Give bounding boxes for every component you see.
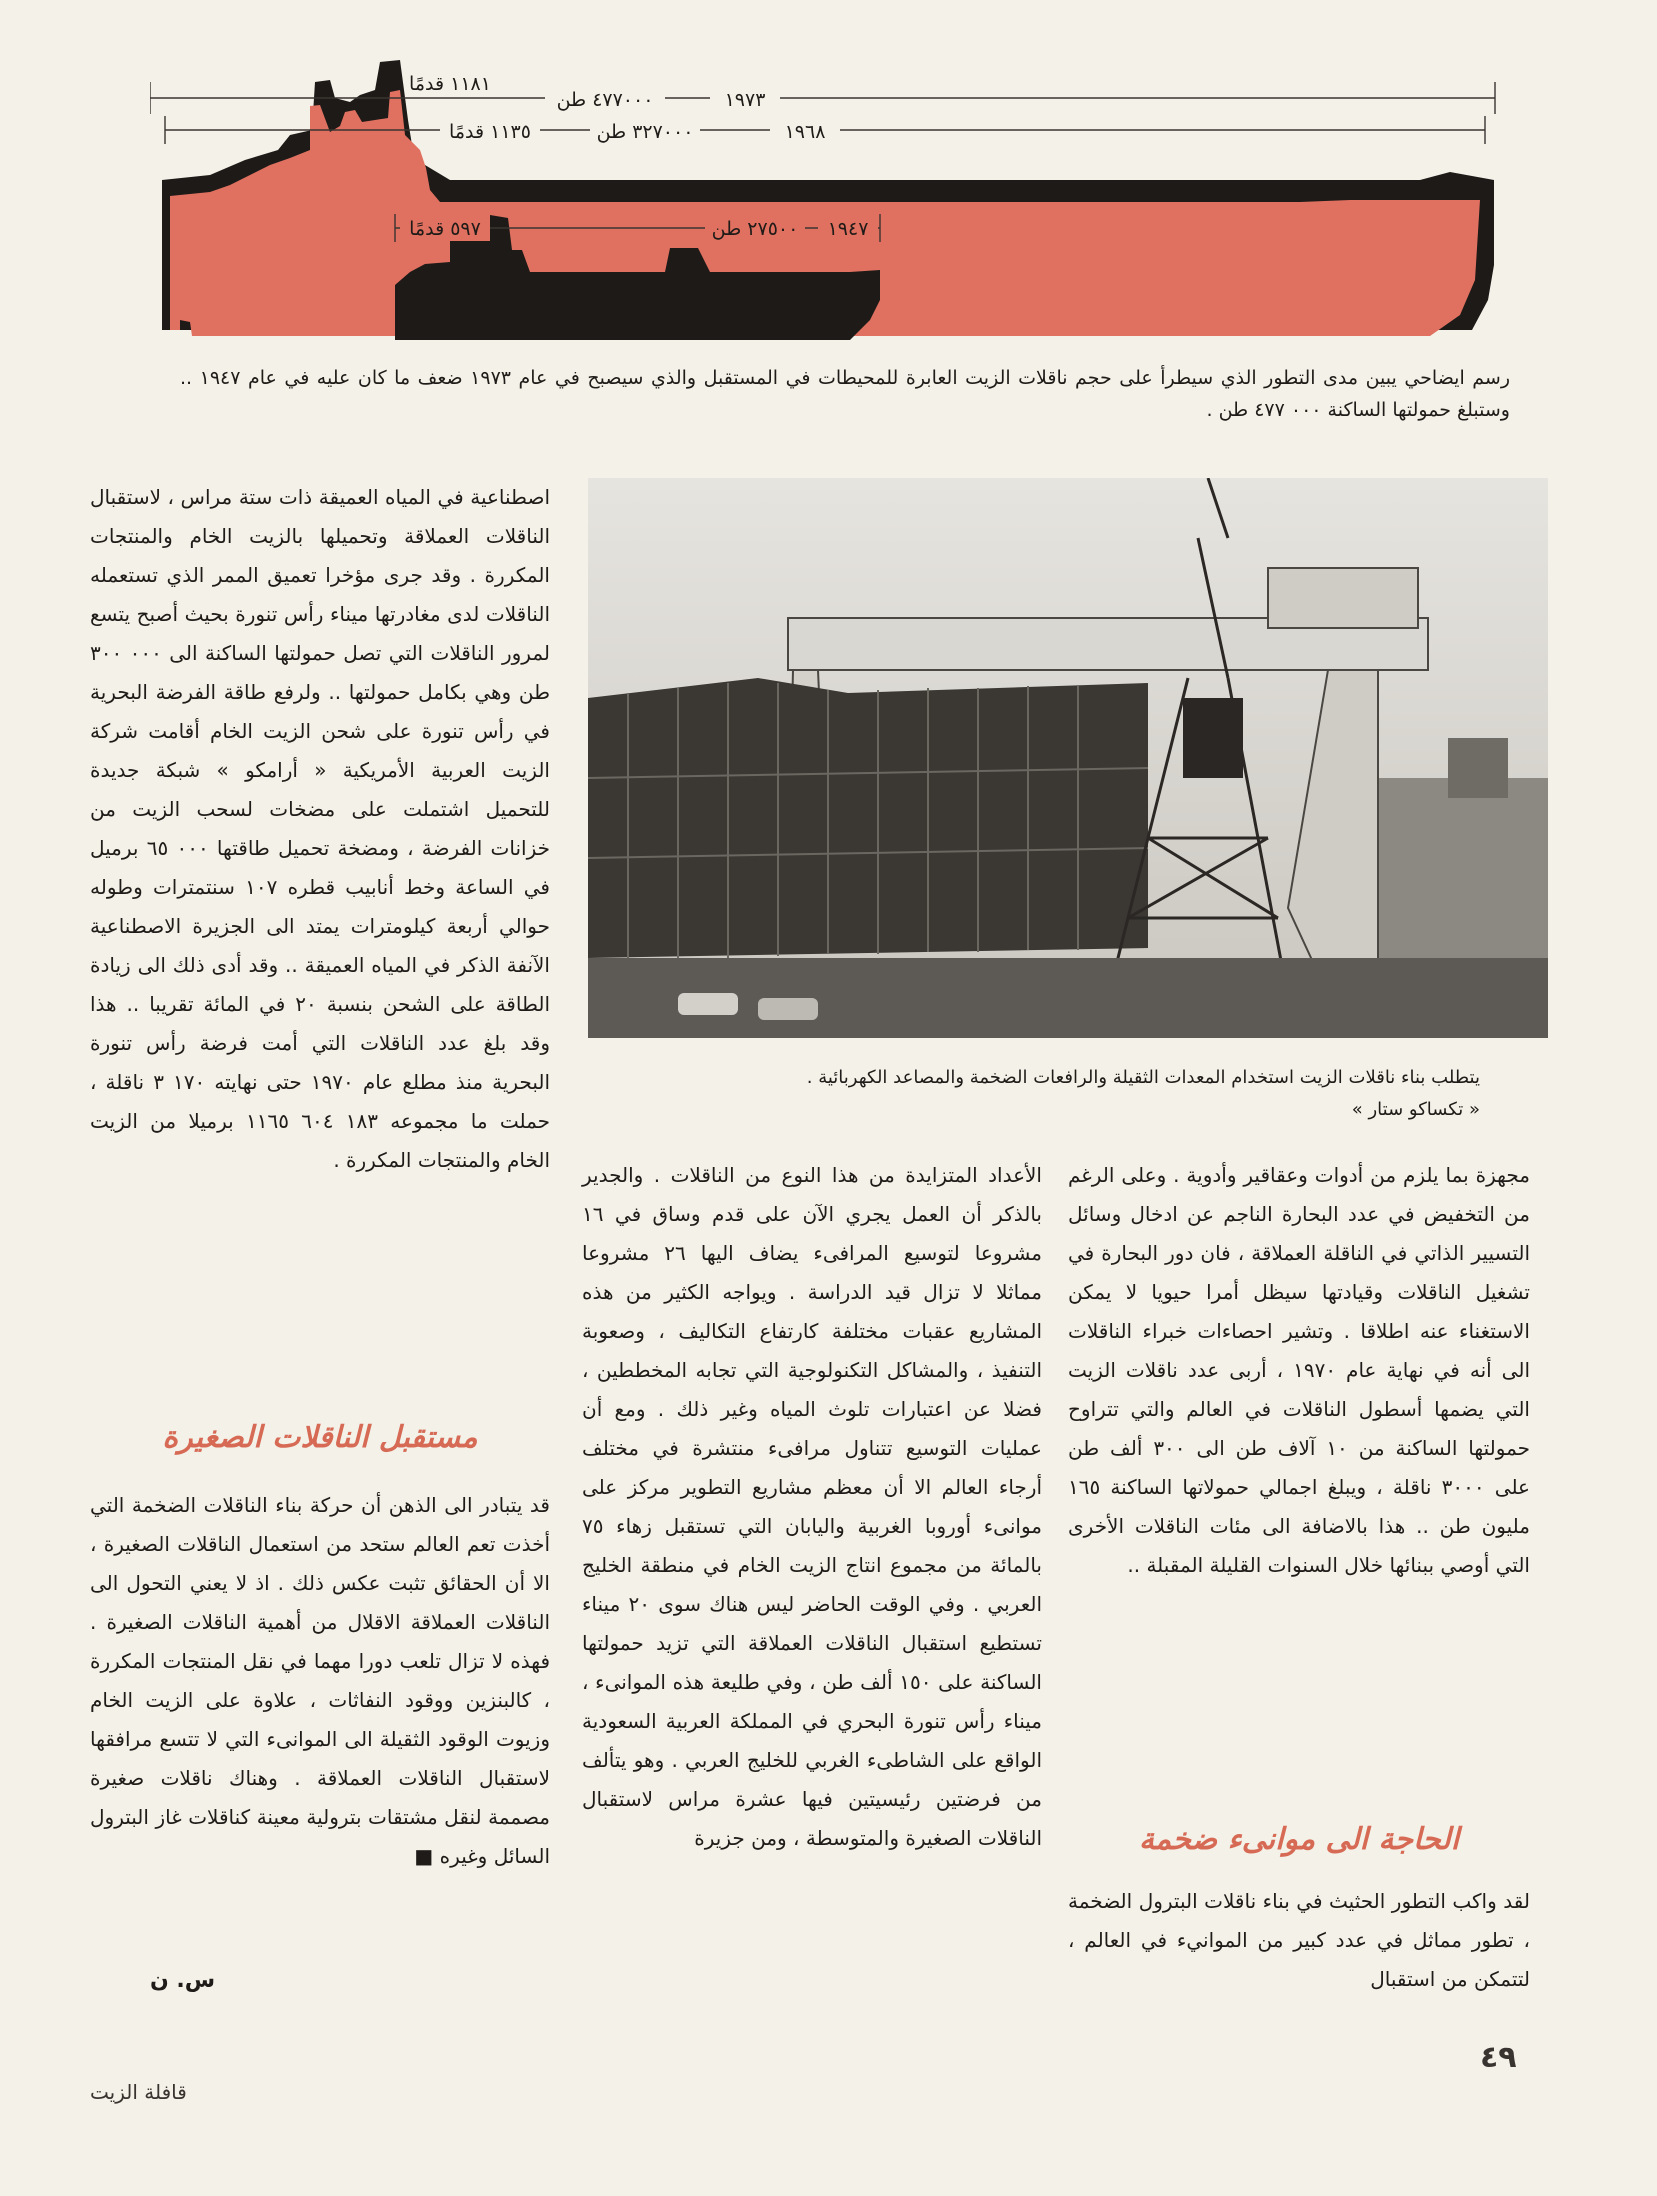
page-number: ٤٩	[1480, 2040, 1517, 2075]
right-column-bottom	[1068, 1882, 1530, 1999]
diagram-caption: رسم ايضاحي يبين مدى التطور الذي سيطرأ على حجم ناقلات الزيت العابرة للمحيطات في المستقبل والذي سيصبح في عام ١٩٧٣ ضعف ما كان عليه في عام ١٩٤٧ .. وستبلغ حمولتها الساكنة ٠٠٠ ٤٧٧ طن .	[180, 367, 1511, 421]
right-column-top	[1068, 1156, 1530, 1585]
label-1973-feet: ١١٨١ قدمًا	[409, 73, 491, 95]
label-1968-tons: ٣٢٧٠٠٠ طن	[596, 121, 694, 143]
label-1973-year: ١٩٧٣	[724, 89, 766, 111]
label-1968-feet: ١١٣٥ قدمًا	[449, 121, 531, 143]
label-1947-tons: ٢٧٥٠٠ طن	[711, 218, 799, 240]
right-section-heading: الحاجة الى موانىء ضخمة	[1138, 1822, 1460, 1857]
author-signature: س. ن	[150, 1968, 216, 1993]
right-column-top-text: مجهزة بما يلزم من أدوات وعقاقير وأدوية . وعلى الرغم من التخفيض في عدد البحارة الناجم عن ادخال وسائل التسيير الذاتي في الناقلة العملاقة ، فان دور البحارة في تشغيل الناقلات وقيادتها سيظل أمرا حيويا لا يمكن الاستغناء عنه اطلاقا . وتشير احصاءات خبراء الناقلات الى أنه في نهاية عام ١٩٧٠ ، أربى عدد ناقلات الزيت التي يضمها أسطول الناقلات في العالم والتي تتراوح حمولتها الساكنة من ١٠ آلاف طن الى ٣٠٠ ألف طن على ٣٠٠٠ ناقلة ، ويبلغ اجمالي حمولاتها الساكنة ١٦٥ مليون طن .. هذا بالاضافة الى مئات الناقلات الأخرى التي أوصي ببنائها خلال السنوات القليلة المقبلة ..	[1068, 1163, 1531, 1577]
left-section-heading: مستقبل الناقلات الصغيرة	[162, 1420, 478, 1455]
shipyard-photo	[588, 478, 1548, 1038]
tanker-size-diagram	[150, 50, 1510, 350]
left-column-bottom	[90, 1486, 550, 1876]
label-1968-year: ١٩٦٨	[784, 121, 826, 143]
label-1973-tons: ٤٧٧٠٠٠ طن	[556, 89, 654, 111]
photo-caption	[600, 1062, 1480, 1126]
photo-caption-line-2: « تكساكو ستار »	[1351, 1099, 1480, 1120]
middle-column-text: الأعداد المتزايدة من هذا النوع من الناقلات . والجدير بالذكر أن العمل يجري الآن على قدم وساق في ١٦ مشروعا لتوسيع المرافىء يضاف اليها ٢٦ مشروعا مماثلا لا تزال قيد الدراسة . ويواجه الكثير من هذه المشاريع عقبات مختلفة كارتفاع التكاليف ، وصعوبة التنفيذ ، والمشاكل التكنولوجية التي تجابه المخططين ، فضلا عن اعتبارات تلوث المياه وغير ذلك . ومع أن عمليات التوسيع تتناول مرافىء منتشرة في مختلف أرجاء العالم الا أن معظم مشاريع التطوير مركز على موانىء أوروبا الغربية واليابان التي تستقبل زهاء ٧٥ بالمائة من مجموع انتاج الزيت الخام في منطقة الخليج العربي . وفي الوقت الحاضر ليس هناك سوى ٢٠ ميناء تستطيع استقبال الناقلات العملاقة التي تزيد حمولتها الساكنة على ١٥٠ ألف طن ، وفي طليعة هذه الموانىء ، ميناء رأس تنورة البحري في المملكة العربية السعودية الواقع على الشاطىء الغربي للخليج العربي . وهو يتألف من فرضتين رئيسيتين فيها عشرة مراس لاستقبال الناقلات الصغيرة والمتوسطة ، ومن جزيرة	[582, 1163, 1043, 1850]
right-column-bottom-text: لقد واكب التطور الحثيث في بناء ناقلات البترول الضخمة ، تطور مماثل في عدد كبير من الموانيء في العالم ، لتتمكن من استقبال	[1068, 1889, 1530, 1991]
tanker-hull-under-construction	[588, 678, 1148, 958]
magazine-name: قافلة الزيت	[90, 2080, 187, 2104]
left-column-top	[90, 478, 550, 1180]
middle-column	[582, 1156, 1042, 1858]
left-column-top-text: اصطناعية في المياه العميقة ذات ستة مراس ، لاستقبال الناقلات العملاقة وتحميلها بالزيت الخام والمنتجات المكررة . وقد جرى مؤخرا تعميق الممر الذي تستعمله الناقلات لدى مغادرتها ميناء رأس تنورة بحيث أصبح يتسع لمرور الناقلات التي تصل حمولتها الساكنة الى ٠٠٠ ٣٠٠ طن وهي بكامل حمولتها .. ولرفع طاقة الفرضة البحرية في رأس تنورة على شحن الزيت الخام أقامت شركة الزيت العربية الأمريكية « أرامكو » شبكة جديدة للتحميل اشتملت على مضخات لسحب الزيت من خزانات الفرضة ، ومضخة تحميل طاقتها ٠٠٠ ٦٥ برميل في الساعة وخط أنابيب قطره ١٠٧ سنتمترات وطوله حوالي أربعة كيلومترات يمتد الى الجزيرة الاصطناعية الآنفة الذكر في المياه العميقة .. وقد أدى ذلك الى زيادة الطاقة على الشحن بنسبة ٢٠ في المائة تقريبا .. هذا وقد بلغ عدد الناقلات التي أمت فرضة رأس تنورة البحرية منذ مطلع عام ١٩٧٠ حتى نهايته ١٧٠ ٣ ناقلة ، حملت ما مجموعه ١٨٣ ٦٠٤ ١١٦٥ برميلا من الزيت الخام والمنتجات المكررة .	[90, 485, 551, 1172]
label-1947-feet: ٥٩٧ قدمًا	[409, 218, 481, 240]
left-column-bottom-text: قد يتبادر الى الذهن أن حركة بناء الناقلات الضخمة التي أخذت تعم العالم ستحد من استعمال الناقلات الصغيرة ، الا أن الحقائق تثبت عكس ذلك . اذ لا يعني التحول الى الناقلات العملاقة الاقلال من أهمية الناقلات الصغيرة . فهذه لا تزال تلعب دورا مهما في نقل المنتجات المكررة ، كالبنزين ووقود النفاثات ، علاوة على الزيت الخام وزيوت الوقود الثقيلة الى الموانىء التي لا تتسع مرافقها لاستقبال الناقلات العملاقة . وهناك ناقلات صغيرة مصممة لنقل مشتقات بترولية معينة كناقلات غاز البترول السائل وغيره ■	[90, 1493, 550, 1868]
photo-caption-line-1: يتطلب بناء ناقلات الزيت استخدام المعدات الثقيلة والرافعات الضخمة والمصاعد الكهربائية .	[806, 1067, 1480, 1088]
label-1947-year: ١٩٤٧	[827, 218, 869, 240]
